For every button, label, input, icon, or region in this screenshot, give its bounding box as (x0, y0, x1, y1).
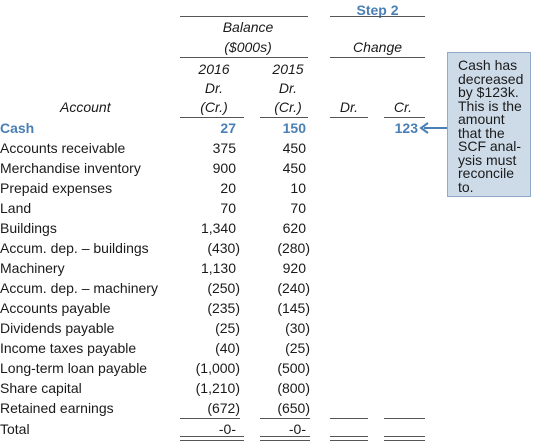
value-2015: (25) (285, 340, 310, 356)
value-2015: 450 (282, 140, 306, 156)
change-cr-value: 123 (394, 120, 418, 136)
change-heading: Change (352, 39, 403, 55)
arrow-left-icon (418, 121, 450, 135)
value-2015: 70 (290, 200, 306, 216)
account-name: Accum. dep. – machinery (0, 280, 158, 296)
double-rule-2015 (260, 436, 310, 441)
value-2015: (500) (277, 360, 310, 376)
value-2016: (25) (215, 320, 240, 336)
dr-2016-heading: Dr. (204, 80, 224, 96)
value-2015: (280) (277, 240, 310, 256)
change-cr-heading: Cr. (393, 99, 413, 115)
callout-line: reconcile (458, 165, 515, 181)
account-name: Cash (0, 120, 35, 136)
account-name: Long-term loan payable (0, 360, 148, 376)
value-2015: -0- (288, 421, 306, 437)
value-2015: (650) (277, 400, 310, 416)
units-heading: ($000s) (224, 39, 272, 55)
callout-line: SCF anal- (458, 138, 522, 154)
value-2015: 450 (282, 160, 306, 176)
value-2016: (235) (207, 300, 240, 316)
callout-line: decreased (458, 70, 524, 87)
step-heading: Step 2 (356, 2, 399, 18)
account-name: Machinery (0, 260, 65, 276)
account-name: Buildings (0, 220, 57, 236)
value-2016: 1,130 (200, 260, 236, 276)
value-2016: 375 (212, 140, 236, 156)
value-2016: (1,000) (195, 360, 240, 376)
total-rule-cr (384, 418, 425, 419)
value-2016: 70 (220, 200, 236, 216)
account-name: Land (0, 200, 32, 216)
callout-line: amount (458, 111, 505, 127)
callout-line: This is the (458, 97, 522, 114)
account-name: Merchandise inventory (0, 160, 141, 176)
value-2016: 20 (220, 180, 236, 196)
header-rule-years (180, 57, 308, 58)
change-dr-heading: Dr. (339, 99, 359, 115)
account-name: Income taxes payable (0, 340, 137, 356)
callout-line: Cash has (458, 57, 518, 73)
value-2015: (240) (277, 280, 310, 296)
account-name: Share capital (0, 380, 82, 396)
account-name: Total (0, 421, 30, 437)
value-2016: 1,340 (200, 220, 236, 236)
value-2015: (30) (285, 320, 310, 336)
value-2016: -0- (218, 421, 236, 437)
cr-2016-heading: (Cr.) (200, 99, 228, 115)
account-heading: Account (60, 99, 111, 115)
header-rule-change (330, 57, 425, 58)
double-rule-dr (330, 436, 368, 441)
double-rule-cr (384, 436, 425, 441)
year-2015-heading: 2015 (272, 61, 304, 77)
account-name: Accum. dep. – buildings (0, 240, 149, 256)
total-rule-dr (330, 418, 368, 419)
account-name: Dividends payable (0, 320, 115, 336)
year-2016-heading: 2016 (198, 61, 230, 77)
header-rule-step (330, 16, 425, 17)
account-name: Accounts payable (0, 300, 111, 316)
callout-line: to. (458, 178, 474, 195)
account-name: Accounts receivable (0, 140, 126, 156)
value-2016: (430) (207, 240, 240, 256)
value-2015: (800) (277, 380, 310, 396)
balance-heading: Balance (222, 19, 274, 35)
cr-2015-heading: (Cr.) (274, 99, 302, 115)
callout-note (447, 52, 531, 197)
double-rule-2016 (180, 436, 244, 441)
callout-line: ysis must (458, 151, 517, 168)
value-2015: 920 (282, 260, 306, 276)
header-rule-col-dr (330, 117, 368, 118)
account-name: Prepaid expenses (0, 180, 113, 196)
value-2015: (145) (277, 300, 310, 316)
account-name: Retained earnings (0, 400, 114, 416)
callout-line: that the (458, 124, 505, 141)
value-2015: 150 (282, 120, 306, 136)
value-2016: (40) (215, 340, 240, 356)
value-2016: (672) (207, 400, 240, 416)
callout-line: by $123k. (458, 84, 519, 100)
value-2016: (1,210) (195, 380, 240, 396)
value-2016: 900 (212, 160, 236, 176)
value-2015: 620 (282, 220, 306, 236)
value-2016: 27 (220, 120, 236, 136)
value-2015: 10 (290, 180, 306, 196)
dr-2015-heading: Dr. (278, 80, 298, 96)
value-2016: (250) (207, 280, 240, 296)
